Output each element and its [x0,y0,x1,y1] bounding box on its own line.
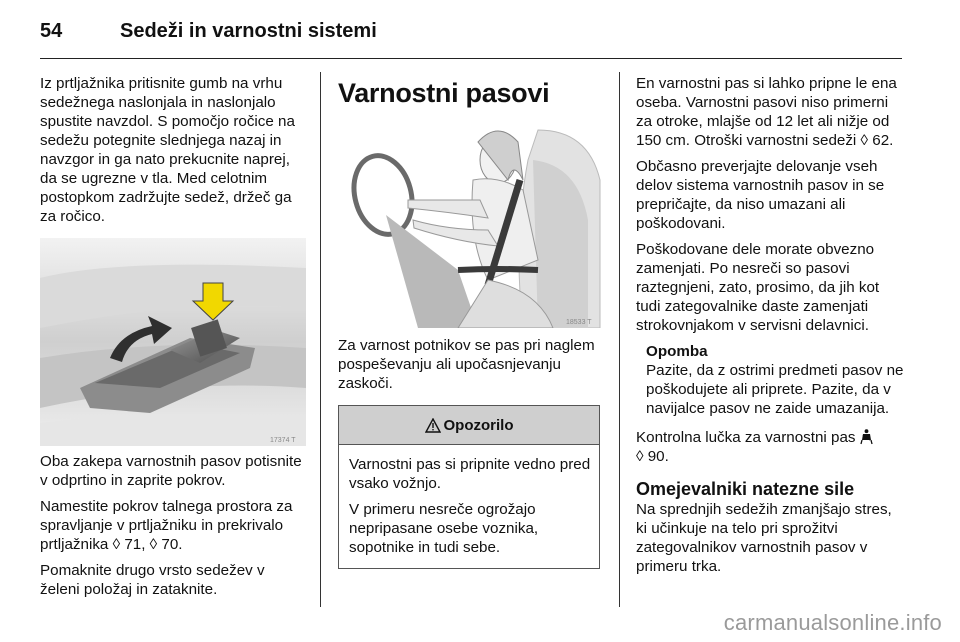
belt-replace-text: Poškodovane dele morate obvezno zamenjati. Po nesreči so pasovi raztegnjeni, zato, prosimo, da jih kot tudi zategovalnike daste zamenjati strokovnjakom v servisni delavnici. [636,241,880,334]
warning-title: Opozorilo [443,416,514,434]
seatbelt-icon [860,429,873,445]
warning-text-2: V primeru nesreče ogrožajo nepripasane osebe voznika, sopotnike in tudi sebe. [349,501,539,556]
belt-check-text: Občasno preverjajte delovanje vseh delov sistema varnostnih pasov in se prepričajte, da niso umazani ali poškodovani. [636,158,885,232]
seat-lever-drawing [40,238,306,446]
figure-1-code: 17374 T [270,437,296,444]
seat-lever-illustration [40,238,306,446]
watermark: carmanualsonline.info [723,610,942,635]
belt-usage-text: En varnostni pas si lahko pripne le ena oseba. Varnostni pasovi niso primerni za otroke, mlajše od 12 let ali nižje od 150 cm. Otroški varnostni sedeži ◊ 62. [636,75,897,149]
belt-lamp-label: Kontrolna lučka za varnostni pas [636,429,856,446]
driver-seatbelt-illustration [338,120,604,328]
warning-body [339,445,599,568]
column-1 [40,74,306,606]
warning-header [339,406,599,445]
figure-2-code: 18533 T [566,319,592,326]
belt-lock-text: Za varnost potnikov se pas pri naglem pospeševanju ali upočasnjevanju zaskoči. [338,337,595,392]
column-divider-1 [320,72,321,607]
warning-triangle-icon [425,418,441,433]
section-heading: Varnostni pasovi [338,78,550,108]
cover-instructions: Namestite pokrov talnega prostora za spravljanje v prtljažniku in prekrivalo prtljažnika ◊ 71, ◊ 70. [40,498,293,553]
warning-text-1: Varnostni pas si pripnite vedno pred vsako vožnjo. [349,456,591,492]
page-number: 54 [40,20,63,42]
column-3 [636,74,906,583]
warning-box [338,405,600,569]
column-2 [338,74,604,569]
page-header [40,20,377,50]
force-limiter-text: Na sprednjih sedežih zmanjšajo stres, ki učinkuje na telo pri sprožitvi zategovalnikov varnostnih pasov v primeru trka. [636,501,892,575]
note-text: Pazite, da z ostrimi predmeti pasov ne poškodujete ali priprete. Pazite, da v navijalce pasov ne zaide umazanija. [646,362,904,417]
header-rule [40,58,902,59]
section-title: Sedeži in varnostni sistemi [120,20,377,42]
column-divider-2 [619,72,620,607]
note-title: Opomba [646,343,708,360]
belt-warning-lamp-text [636,428,906,466]
subsection-heading: Omejevalniki natezne sile [636,479,855,499]
note-block [646,342,906,418]
driver-seatbelt-drawing [338,120,604,328]
seat-fold-instructions: Iz prtljažnika pritisnite gumb na vrhu sedežnega naslonjala in naslonjalo spustite navzdol. S pomočjo ročice na sedežu potegnite slednjega nazaj in navzgor in ga nato prekucnite naprej, da se ugrezne v tla. Med celotnim postopkom zadržujte sedež, držeč ga za ročico. [40,75,295,225]
buckle-instructions: Oba zakepa varnostnih pasov potisnite v odprtino in zaprite pokrov. [40,453,302,489]
belt-lamp-ref: ◊ 90. [636,448,669,465]
seat-position-instructions: Pomaknite drugo vrsto sedežev v želeni položaj in zataknite. [40,562,265,598]
